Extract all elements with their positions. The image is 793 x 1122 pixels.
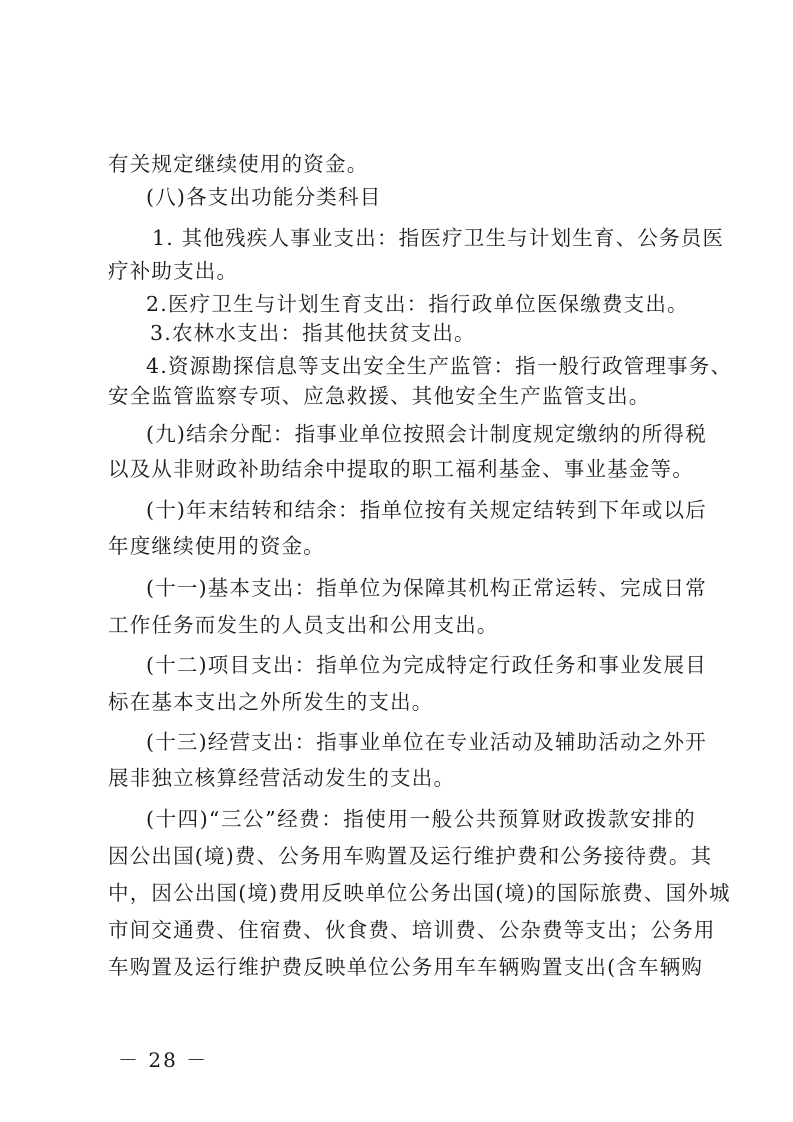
- section-heading: (八)各支出功能分类科目: [146, 185, 382, 209]
- text-line: 疗补助支出。: [108, 259, 239, 283]
- text-line: (十二)项目支出：指单位为完成特定行政任务和事业发展目: [146, 653, 707, 677]
- text-line: 展非独立核算经营活动发生的支出。: [108, 766, 456, 790]
- text-line: 车购置及运行维护费反映单位公务用车车辆购置支出(含车辆购: [108, 955, 704, 979]
- text-line: 安全监管监察专项、应急救援、其他安全生产监管支出。: [108, 384, 651, 408]
- text-line: (十一)基本支出：指单位为保障其机构正常运转、完成日常: [146, 576, 707, 600]
- text-line: 3.农林水支出：指其他扶贫支出。: [150, 321, 476, 345]
- text-line: 4.资源勘探信息等支出安全生产监管：指一般行政管理事务、: [146, 354, 733, 378]
- text-line: 因公出国(境)费、公务用车购置及运行维护费和公务接待费。其: [108, 844, 713, 868]
- text-line: 中，因公出国(境)费用反映单位公务出国(境)的国际旅费、国外城: [108, 881, 731, 905]
- page-number: － 28 －: [118, 1048, 209, 1072]
- text-line: 1. 其他残疾人事业支出：指医疗卫生与计划生育、公务员医: [152, 226, 725, 250]
- text-line: 年度继续使用的资金。: [108, 534, 325, 558]
- text-line: 有关规定继续使用的资金。: [108, 152, 369, 176]
- text-line: (十四)“三公”经费：指使用一般公共预算财政拨款安排的: [146, 807, 696, 831]
- text-line: (九)结余分配：指事业单位按照会计制度规定缴纳的所得税: [146, 422, 707, 446]
- text-line: (十)年末结转和结余：指单位按有关规定结转到下年或以后: [146, 498, 707, 522]
- text-line: 2.医疗卫生与计划生育支出：指行政单位医保缴费支出。: [146, 292, 689, 316]
- text-line: 以及从非财政补助结余中提取的职工福利基金、事业基金等。: [108, 457, 694, 481]
- text-line: 标在基本支出之外所发生的支出。: [108, 690, 434, 714]
- text-line: 工作任务而发生的人员支出和公用支出。: [108, 613, 499, 637]
- text-line: 市间交通费、住宿费、伙食费、培训费、公杂费等支出；公务用: [108, 918, 716, 942]
- text-line: (十三)经营支出：指事业单位在专业活动及辅助活动之外开: [146, 730, 707, 754]
